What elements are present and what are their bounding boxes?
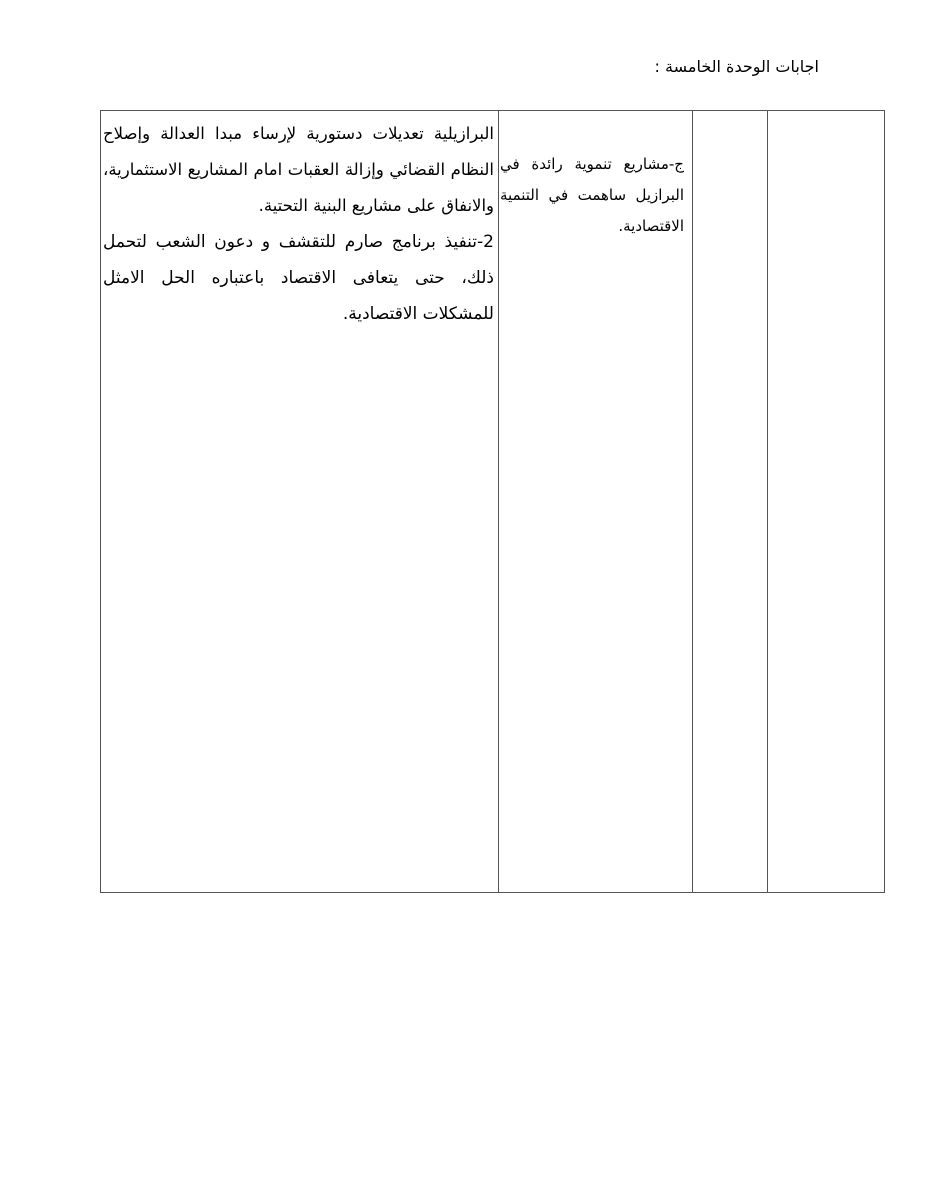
answer-cell-main	[101, 116, 498, 332]
page-title: اجابات الوحدة الخامسة :	[654, 57, 819, 76]
table-divider	[692, 111, 693, 892]
answer-cell-side: ج-مشاريع تنموية رائدة في البرازيل ساهمت في التنمية الاقتصادية.	[500, 155, 684, 235]
answer-paragraph-2: 2-تنفيذ برنامج صارم للتقشف و دعون الشعب لتحمل ذلك، حتى يتعافى الاقتصاد باعتباره الحل الامثل للمشكلات الاقتصادية.	[103, 232, 494, 324]
answers-table	[100, 110, 885, 893]
table-divider	[767, 111, 768, 892]
answer-paragraph-1: البرازيلية تعديلات دستورية لإرساء مبدا العدالة وإصلاح النظام القضائي وإزالة العقبات امام المشاريع الاستثمارية، والانفاق على مشاريع البنية التحتية.	[103, 124, 494, 215]
